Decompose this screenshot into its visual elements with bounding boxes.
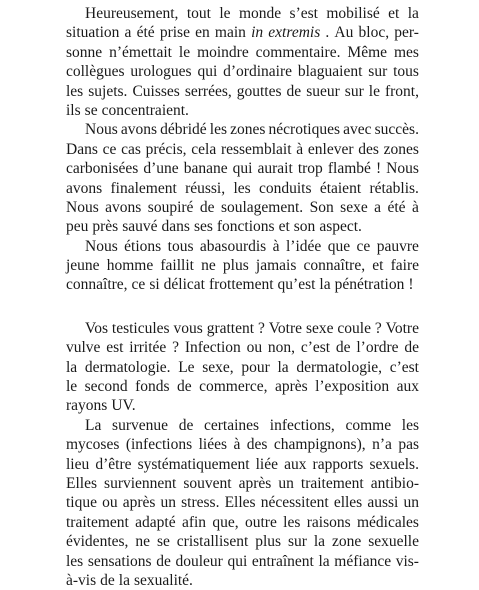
word: la [66,358,78,376]
word: en [195,24,210,42]
word: les [66,82,84,100]
word: pénétration [334,276,405,294]
word: le [219,5,231,22]
word: ce [102,140,117,158]
text-line [66,23,419,42]
section-break [66,295,419,319]
word: Nous [85,237,118,255]
word: c’est [300,339,331,357]
text-line [66,82,419,101]
word: mes [393,43,419,61]
text-line [66,275,419,294]
word: irritée [129,339,167,357]
word: de [404,339,419,357]
word: aspect. [319,218,362,236]
word: nécessitent [260,494,329,512]
word: se [156,533,170,551]
word: Nous [85,121,118,139]
word: aux [284,455,307,473]
text-line [66,140,419,159]
word: rayons [66,397,108,415]
word: ! [375,160,382,178]
word: rapports [312,455,364,473]
word: avons [105,198,142,216]
word: (infections [125,436,193,454]
word: le [66,378,78,396]
word: fonctions [216,218,275,236]
text-line [66,377,419,396]
text-line [66,101,419,120]
word: Cuisses [132,82,180,100]
word: d’une [143,160,179,178]
word: homme [106,257,154,275]
word: commentaire. [255,43,341,61]
word: peu [66,218,89,236]
word: dermatologie. [84,358,171,376]
word: sexuels. [369,455,419,473]
word: ? [374,319,382,337]
word: sauvé [122,218,158,236]
word: conduits [258,179,312,197]
word: main [214,24,246,42]
word: testicules [111,319,170,337]
word: des [358,140,379,158]
word: sur [344,82,364,100]
word: Heureusement, [85,5,179,22]
word: pas [398,436,419,454]
text-line [66,120,419,139]
text-line [66,338,419,357]
text-line [66,474,419,493]
word: qu’est [277,276,316,294]
word: Vos [85,319,108,337]
word: afin [181,513,207,531]
word: de [177,378,192,396]
word: rétablis. [369,179,419,197]
word: nécrotiques [268,121,340,139]
word: l’exposition [315,378,390,396]
word: carbonisées [66,160,139,178]
word: que [327,237,351,255]
word: et [278,218,290,236]
word: surviennent [104,474,177,492]
word: de [286,82,302,100]
word: survenue [112,416,168,434]
word: sexualité. [133,571,193,589]
word: situation [66,24,120,42]
word: dermatologie, [296,358,383,376]
word: connaître, [66,276,128,294]
word: avec [343,121,372,139]
word: in [251,24,264,42]
word: zones [383,140,419,158]
text-line [66,198,419,217]
text-line [66,396,419,415]
text-line [66,416,419,435]
word: per- [394,24,419,42]
word: jamais [255,257,297,275]
word: ce [131,276,146,294]
word: méfiance [334,552,392,570]
word: a [124,24,132,42]
word: qui [232,160,253,178]
word: c’est [389,358,419,376]
word: ou [246,339,263,357]
word: tout [186,5,211,22]
word: raisons [306,513,351,531]
word: un [403,494,419,512]
word: délicat [163,276,205,294]
word: après [122,494,156,512]
word: Infection [184,339,241,357]
word: commerce, [199,378,268,396]
word: de [156,552,171,570]
word: plus [255,533,282,551]
word: tous [167,237,194,255]
text-line [66,493,419,512]
word: Au [334,24,354,42]
word: Elles [66,474,97,492]
word: que, [212,513,239,531]
text-line [66,358,419,377]
word: s’est [289,5,318,22]
text-line [66,62,419,81]
word: vulve [66,339,101,357]
word: ! [408,276,414,294]
word: un [160,494,177,512]
word: avons [120,121,158,139]
word: près [92,218,119,236]
word: succès. [374,121,419,139]
word: les [66,552,84,570]
word: le [368,82,380,100]
word: de [178,416,194,434]
word: UV. [111,397,136,415]
word: soupiré [147,198,194,216]
paragraph [66,4,419,120]
text-line [66,435,419,454]
word: d’être [95,455,132,473]
word: la [313,533,326,551]
word: entraînent [251,552,314,570]
word: plus [222,257,249,275]
word: second [84,378,128,396]
word: sueur [306,82,340,100]
word: trop [297,160,323,178]
word: les [401,416,419,434]
word: souvent [183,474,232,492]
text-line [66,552,419,571]
word: étaient [319,179,362,197]
word: traitement [300,474,364,492]
word: adapté [135,513,176,531]
word: liée [255,455,278,473]
word: des [246,436,268,454]
word: sujets. [88,82,128,100]
word: le [178,43,191,61]
word: de [100,571,115,589]
word: vis- [395,552,419,570]
word: les [209,121,227,139]
word: qui [197,63,218,81]
word: serrées, [184,82,232,100]
word: douleur [175,552,223,570]
word: sonne [66,43,103,61]
word: liées [198,436,227,454]
word: sexe [340,198,368,216]
word: la [277,358,289,376]
word: d’ordinaire [223,63,292,81]
text-line [66,455,419,474]
word: Elles [224,494,256,512]
text-line [66,571,419,590]
word: à [411,198,419,216]
word: enlever [307,140,354,158]
word: front, [384,82,419,100]
word: Nous [386,160,419,178]
word: connaître, [303,257,366,275]
word: débridé [160,121,207,139]
word: précis, [145,140,187,158]
word: la [407,5,419,22]
word: à-vis [66,571,97,589]
word: Votre [268,319,303,337]
word: champignons), [273,436,366,454]
word: banane [183,160,228,178]
word: stress. [181,494,220,512]
text-line [66,532,419,551]
book-page [66,4,419,590]
text-line [66,237,419,256]
word: frottement [208,276,274,294]
word: certaines [204,416,260,434]
word: tique [66,494,97,512]
word: les [233,179,251,197]
word: grattent [206,319,255,337]
word: évidentes, [66,533,129,551]
word: bloc, [358,24,390,42]
text-line [66,4,419,23]
word: Votre [385,319,419,337]
word: la [118,571,130,589]
word: fonds [135,378,170,396]
word: finalement [110,179,177,197]
word: comme [345,416,392,434]
word: soulagement. [220,198,304,216]
text-line [66,217,419,236]
word: outre [244,513,277,531]
word: concentraient. [101,101,189,119]
word: un [278,474,294,492]
word: elles [333,494,363,512]
word: cristallisent [176,533,249,551]
word: dans [161,218,190,236]
word: infections, [269,416,335,434]
word: sensations [87,552,152,570]
word: été [136,24,155,42]
word: n’émettait [109,43,172,61]
word: mobilisé [326,5,380,22]
word: la [319,276,331,294]
word: médicales [356,513,419,531]
word: sexuelle [368,533,419,551]
paragraph [66,120,419,236]
word: gouttes [236,82,282,100]
word: étions [124,237,162,255]
text-line [66,256,419,275]
paragraph [66,416,419,590]
word: vous [173,319,203,337]
word: à [296,140,304,158]
word: sur [368,63,388,81]
word: jeune [66,257,100,275]
word: . [325,24,330,42]
word: ne [201,257,216,275]
word: monde [238,5,282,22]
word: Son [309,198,334,216]
word: après [274,378,308,396]
word: de [199,198,215,216]
word: La [85,416,102,434]
word: les [283,513,301,531]
word: et [388,5,400,22]
word: ne [135,533,150,551]
word: systématiquement [137,455,250,473]
word: blaguaient [297,63,363,81]
word: l’idée [285,237,322,255]
word: moindre [197,43,249,61]
word: de [335,339,351,357]
word: la [318,552,330,570]
text-line [66,319,419,338]
word: pour [241,358,270,376]
word: aussi [367,494,399,512]
word: ressemblait [220,140,292,158]
word: aux [396,378,419,396]
word: si [149,276,160,294]
word: sexe, [202,358,234,376]
word: flambé [327,160,371,178]
word: non, [267,339,296,357]
word: ou [102,494,118,512]
word: Nous [66,198,99,216]
word: sexe [305,319,334,337]
word: collègues [66,63,125,81]
word: Le [178,358,195,376]
word: traitement [66,513,129,531]
word: réussi, [185,179,226,197]
word: antibio- [370,474,419,492]
word: se [84,101,98,119]
word: urologues [130,63,192,81]
word: son [293,218,316,236]
word: sur [287,533,307,551]
word: après [238,474,272,492]
word: est [106,339,124,357]
word: aurait [257,160,293,178]
word: abasourdis [199,237,267,255]
paragraph [66,319,419,416]
word: avons [66,179,103,197]
word: Dans [66,140,98,158]
text-line [66,513,419,532]
word: à [233,436,241,454]
word: ce [356,237,371,255]
word: extremis [268,24,321,42]
word: n’a [372,436,392,454]
word: ? [172,339,179,357]
word: faire [390,257,419,275]
text-line [66,159,419,178]
word: cela [191,140,217,158]
word: coule [337,319,371,337]
word: mycoses [66,436,120,454]
word: ses [193,218,213,236]
word: été [387,198,406,216]
word: et [372,257,384,275]
word: cas [121,140,141,158]
text-line [66,43,419,62]
word: pauvre [376,237,419,255]
word: zone [331,533,362,551]
word: prise [159,24,190,42]
word: qui [227,552,248,570]
paragraph [66,237,419,295]
text-line [66,179,419,198]
word: ? [257,319,265,337]
word: faillit [160,257,194,275]
word: zones [230,121,266,139]
word: ils [66,101,81,119]
word: Même [347,43,388,61]
word: à [272,237,280,255]
word: a [374,198,382,216]
word: lieu [66,455,90,473]
word: tous [393,63,419,81]
word: l’ordre [356,339,399,357]
